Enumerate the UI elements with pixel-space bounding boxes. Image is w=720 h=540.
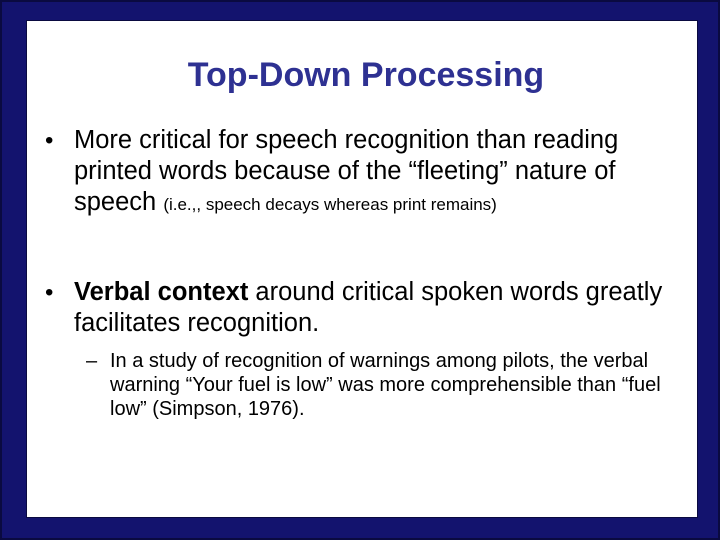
bullet-item (45, 125, 685, 220)
sub-bullet-mark: – (86, 350, 98, 372)
bullet-text (74, 125, 685, 220)
slide-title: Top-Down Processing (187, 56, 545, 94)
bullet-bold-text: Verbal context (74, 278, 249, 306)
sub-bullet-text: In a study of recognition of warnings among pilots, the verbal warning “Your fuel is low” was more comprehensible than “fuel low” (Simpson, 1976). (110, 350, 661, 420)
bullet-main-text: More critical for speech recognition than reading printed words because of the “fleeting” nature of speech (74, 126, 619, 216)
bullet-mark: • (45, 127, 54, 154)
sub-bullet-item (86, 349, 686, 421)
bullet-text (74, 277, 685, 339)
bullet-mark: • (45, 279, 54, 306)
bullet-small-text: (i.e.,, speech decays whereas print remains) (163, 195, 497, 214)
slide-content (26, 20, 698, 518)
bullet-rest-text: around critical spoken words greatly facilitates recognition. (74, 278, 663, 337)
bullet-item (45, 277, 685, 339)
